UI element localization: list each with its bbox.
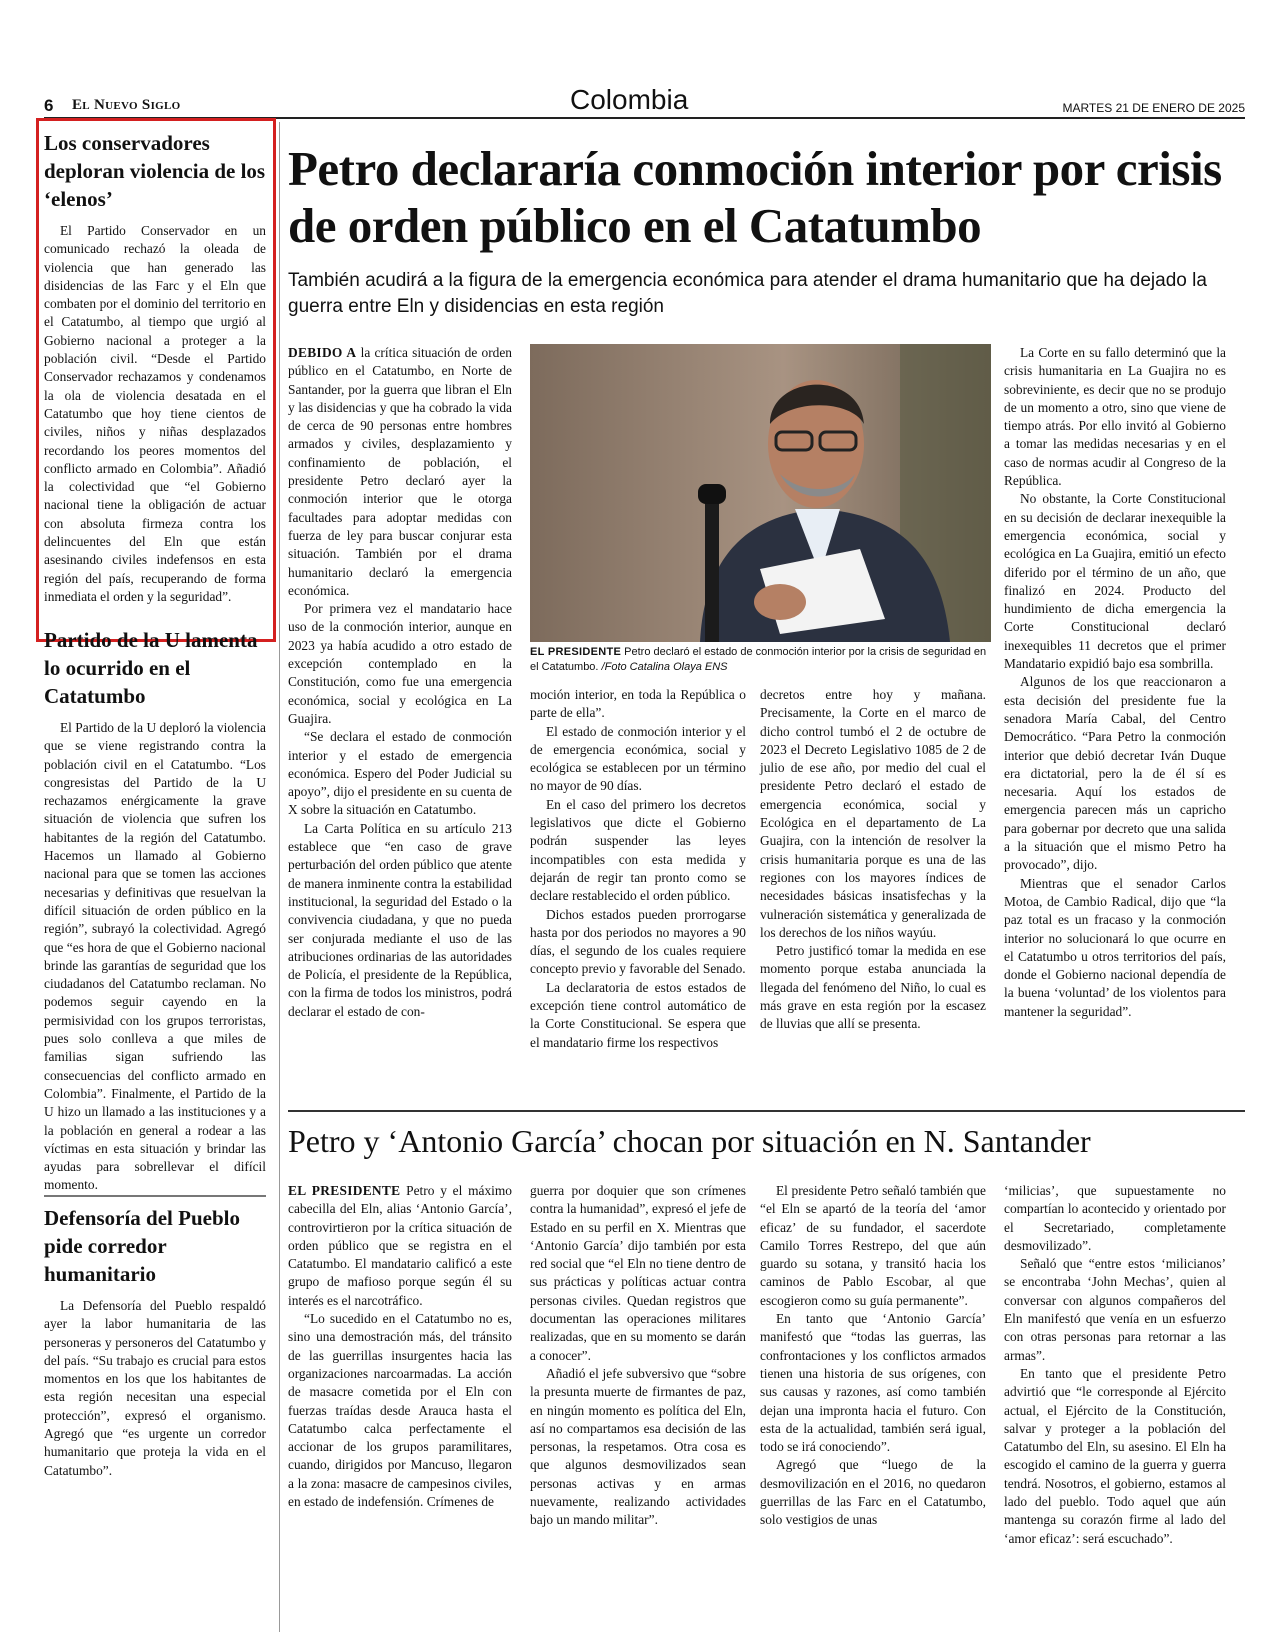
sidebar-headline: Los conservadores deploran violencia de los ‘elenos’ [44,131,266,211]
paragraph: La Defensoría del Pueblo respaldó ayer la labor humanitaria de las personeras y personeros del Catatumbo y del país. “Su trabajo es crucial para estos momentos en los que los habitantes de esta región necesitan una especial protección”, expresó el organismo. Agregó que “es urgente un corredor humanitario que proteja la vida en el Catatumbo”. [44,1298,266,1478]
paragraph: DEBIDO A la crítica situación de orden público en el Catatumbo, en Norte de Santander, por la guerra que libran el Eln y las disidencias y que ha cobrado la vida de cerca de 90 personas entre hombres armados y civiles, desplazamiento y confinamiento de población, el presidente Petro declaró ayer la conmoción interior que le otorga facultades para adoptar medidas con fuerza de ley para buscar conjurar esta situación. También por el drama humanitario declaró la emergencia económica. [288,345,512,598]
paragraph: No obstante, la Corte Constitucional en su decisión de declarar inexequible la emergencia económica, social y ecológica en La Guajira, emitió un efecto diferido por el término de un año, que finalizó en 2024. Producto del hundimiento de dicha emergencia la Corte Constitucional declaró inexequibles 11 decretos que el primer Mandatario expidió bajo esa sombrilla. [1004,491,1226,672]
paragraph: La Corte en su fallo determinó que la crisis humanitaria en La Guajira no es sobreviniente, es decir que no se produjo de un momento a otro, sino que viene de tiempo atrás. Por ello invitó al Gobierno a tomar las medidas necesarias y en el caso de normas acudir al Congreso de la República. [1004,345,1226,489]
paragraph: En tanto que el presidente Petro advirtió que “le corresponde al Ejército actual, el Ejército de la Constitución, salvar y proteger a la población del Catatumbo del Eln, su asesino. El Eln ha escogido el camino de la guerra y guerra tendrá. Nosotros, el gobierno, estamos al lado del pueblo. Todo aquel que aún mantenga su corazón firme al lado del ‘amor eficaz’: será escuchado”. [1004,1365,1226,1546]
lead-word: DEBIDO A [288,345,357,360]
photo-illustration [530,344,991,642]
paragraph: El Partido Conservador en un comunicado rechazó la oleada de violencia que han generado las disidencias de las Farc y el Eln que combaten por el dominio del territorio en el Catatumbo, al tiempo que urgió al Gobierno nacional a proteger a la población civil. “Desde el Partido Conservador rechazamos y condenamos la ola de violencia desatada en el Catatumbo que hoy tiene cientos de civiles, niños y niñas desplazados recordando los peores momentos del conflicto armado en Colombia”. Añadió la colectividad que “el Gobierno nacional tiene la obligación de actuar con absoluta firmeza contra los delincuentes del Eln que están asesinando civiles indefensos en esta región del país, recuperando de forma inmediata el orden y la seguridad”. [44,223,266,604]
paragraph: EL PRESIDENTE Petro y el máximo cabecilla del Eln, alias ‘Antonio García’, controvirtieron por la crítica situación de orden público que se registra en el Catatumbo. El mandatario calificó a este grupo de mafioso porque según él su interés es el narcotráfico. [288,1183,512,1308]
paragraph: Por primera vez el mandatario hace uso de la conmoción interior, aunque en 2023 ya había acudido a otro estado de excepción contemplado en la Constitución, como fue una emergencia económica, social y ecológica en La Guajira. [288,601,512,726]
sidebar-headline: Defensoría del Pueblo pide corredor humanitario [44,1206,240,1286]
paragraph: En el caso del primero los decretos legislativos que dicte el Gobierno podrán suspender las leyes incompatibles con esta medida y dejarán de regir tan pronto como se declare restablecido el orden público. [530,796,746,904]
sidebar-body [44,719,266,1195]
paragraph: ‘milicias’, que supuestamente no compartían lo acontecido y orientado por el Secretariado, completamente desmovilizado”. [1004,1183,1226,1253]
president-photo [530,344,991,642]
second-headline: Petro y ‘Antonio García’ chocan por situación en N. Santander [288,1123,1091,1159]
lead-word: EL PRESIDENTE [288,1183,401,1198]
paragraph: Mientras que el senador Carlos Motoa, de Cambio Radical, dijo que “la paz total es un fracaso y la conmoción interior no solucionará lo que ocurre en el Catatumbo u otros territorios del país, donde el Gobierno nacional dependía de la buena ‘voluntad’ de los violentos para mantener la seguridad”. [1004,875,1226,1019]
paragraph: Petro justificó tomar la medida en ese momento porque estaba anunciada la llegada del fenómeno del Niño, lo cual es más grave en esta región por la escasez de lluvias que allí se presenta. [760,943,986,1032]
caption-lead: EL PRESIDENTE [530,646,622,658]
sidebar-article-defensoria [44,1204,266,1480]
paragraph: Dichos estados pueden prorrogarse hasta por dos periodos no mayores a 90 días, el segundo de los cuales requiere concepto previo y favorable del Senado. [530,906,746,977]
paragraph: El estado de conmoción interior y el de emergencia económica, social y ecológica se establecen por un término no mayor de 90 días. [530,723,746,794]
paragraph: La Carta Política en su artículo 213 establece que “en caso de grave perturbación del orden público que atente de manera inminente contra la estabilidad institucional, la seguridad del Estado o la convivencia ciudadana, y que no pueda ser conjurada mediante el uso de las atribuciones ordinarias de las autoridades de Policía, el presidente de la República, con la firma de todos los ministros, podrá declarar el estado de con- [288,820,512,1019]
photo-credit: /Foto Catalina Olaya ENS [601,661,728,673]
sidebar-article-partido-u [44,626,266,1195]
paragraph: Añadió el jefe subversivo que “sobre la presunta muerte de firmantes de paz, en ningún momento es política del Eln, así no compartamos esa decisión de las personas, la respetamos. Otra cosa es que algunos desmovilizados sean personas activas y en armas nuevamente, realizando actividades bajo un mando militar”. [530,1365,746,1528]
second-column-2 [530,1182,746,1530]
second-column-3 [760,1182,986,1530]
main-headline: Petro declararía conmoción interior por crisis de orden público en el Catatumbo [288,141,1222,253]
second-column-1 [288,1182,512,1511]
paragraph: moción interior, en toda la República o parte de ella”. [530,687,746,721]
main-column-2 [530,686,746,1052]
paragraph: Señaló que “entre estos ‘milicianos’ se encontraba ‘John Mechas’, quien al conversar con algunos compañeros del Eln manifestó que venía en un esfuerzo con otras personas para retornar a las armas”. [1004,1256,1226,1363]
section-title: Colombia [570,84,689,115]
sidebar-headline: Partido de la U lamenta lo ocurrido en el Catatumbo [44,628,258,708]
paragraph: La declaratoria de estos estados de excepción tiene control automático de la Corte Constitucional. Se espera que el mandatario firme los respectivos [530,979,746,1050]
main-column-3 [760,686,986,1034]
paragraph: “Lo sucedido en el Catatumbo no es, sino una demostración más, del tránsito de las guerrillas insurgentes hacia las organizaciones narcoarmadas. La acción de masacre cometida por el Eln con fuerzas traídas desde Arauca hasta el Catatumbo calca perfectamente el accionar de los grupos paramilitares, cuando, dirigidos por Mancuso, llegaron a la zona: masacre de campesinos civiles, en estado de indefensión. Crímenes de [288,1311,512,1510]
photo-caption [530,645,991,675]
article-rule [288,1110,1245,1112]
issue-date: MARTES 21 DE ENERO DE 2025 [1062,101,1245,115]
page-number: 6 [44,96,54,115]
paragraph: guerra por doquier que son crímenes contra la humanidad”, expresó el jefe de Estado en su perfil en X. Mientras que ‘Antonio García’ dijo también por esta red social que “el Eln no tiene dentro de sus prácticas y políticas actuar contra personas civiles. Quedan registros que documentan las operaciones militares realizadas, que en su momento se darán a conocer”. [530,1183,747,1363]
paragraph: decretos entre hoy y mañana. Precisamente, la Corte en el marco de dicho control tumbó el 2 de octubre de 2023 el Decreto Legislativo 1085 de 2 de julio de ese año, por medio del cual el presidente Petro declaró el estado de emergencia económica, social y Ecológica en el departamento de La Guajira, con la intención de resolver la crisis humanitaria porque es una de las regiones con los mayores índices de necesidades básicas insatisfechas y la vulneración sistemática y generalizada de los derechos de los niños wayúu. [760,687,986,940]
main-subhead: También acudirá a la figura de la emergencia económica para atender el drama humanitario que ha dejado la guerra entre Eln y disidencias en esta región [288,270,1207,317]
sidebar-body [44,222,266,606]
paragraph: El presidente Petro señaló también que “el Eln se apartó de la teoría del ‘amor eficaz’ de su fundador, el sacerdote Camilo Torres Restrepo, del que aún guardo su sotana, y transitó hacia los caminos de Pablo Escobar, al que escogieron como su guía permanente”. [760,1183,986,1308]
sidebar-article-conservadores [44,129,266,606]
sidebar-divider [279,122,280,1632]
sidebar-body [44,1297,266,1480]
paragraph: “Se declara el estado de conmoción interior y el estado de emergencia económica. Espero del Poder Judicial su apoyo”, dijo el presidente en su cuenta de X sobre la situación en Catatumbo. [288,729,512,818]
paragraph: En tanto que ‘Antonio García’ manifestó que “todas las guerras, las confrontaciones y los conflictos armados tienen una historia de sus orígenes, con sus causas y razones, así como también dejan una impronta hacia el futuro. Con esta de la actualidad, también será igual, todo se irá conociendo”. [760,1311,986,1455]
second-column-4 [1004,1182,1226,1548]
paragraph: El Partido de la U deploró la violencia que se viene registrando contra la población civil en el Catatumbo. “Los congresistas del Partido de la U rechazamos enérgicamente la grave situación de violencia que sufren los habitantes de la región del Catatumbo. Hacemos un llamado al Gobierno nacional para que se tomen las acciones necesarias y definitivas que resuelvan la difícil situación de orden público en la región”, subrayó la colectividad. Agregó que “es hora de que el Gobierno nacional brinde las garantías de seguridad que los ciudadanos del Catatumbo reclaman. No podemos seguir cayendo en la permisividad con los grupos terroristas, pues solo conlleva a que miles de familias sigan sufriendo las consecuencias del conflicto armado en Colombia”. Finalmente, el Partido de la U hizo un llamado a las instituciones y a la población en general a rodear a las víctimas en esta situación y brindar las ayudas para sobrellevar el difícil momento. [44,720,266,1193]
paragraph: Agregó que “luego de la desmovilización en el 2016, no quedaron guerrillas de las Farc en el Catatumbo, solo vestigios de unas [760,1457,986,1528]
sidebar-rule [44,1195,266,1197]
paragraph: Algunos de los que reaccionaron a esta decisión del presidente fue la senadora María Cabal, del Centro Democrático. “Para Petro la conmoción interior que debió decretar Iván Duque era dictatorial, pero la de él sí es necesaria. Aquí los estados de emergencia parecen más un capricho para gobernar por decreto que una salida a la situación que el mismo Petro ha provocado”, dijo. [1004,674,1226,873]
main-column-4 [1004,344,1226,1021]
caption-text: Petro declaró el estado de conmoción interior por la crisis de seguridad en el Catatumbo. [530,646,987,673]
newspaper-brand: El Nuevo Siglo [72,97,181,113]
main-column-1 [288,344,512,1021]
